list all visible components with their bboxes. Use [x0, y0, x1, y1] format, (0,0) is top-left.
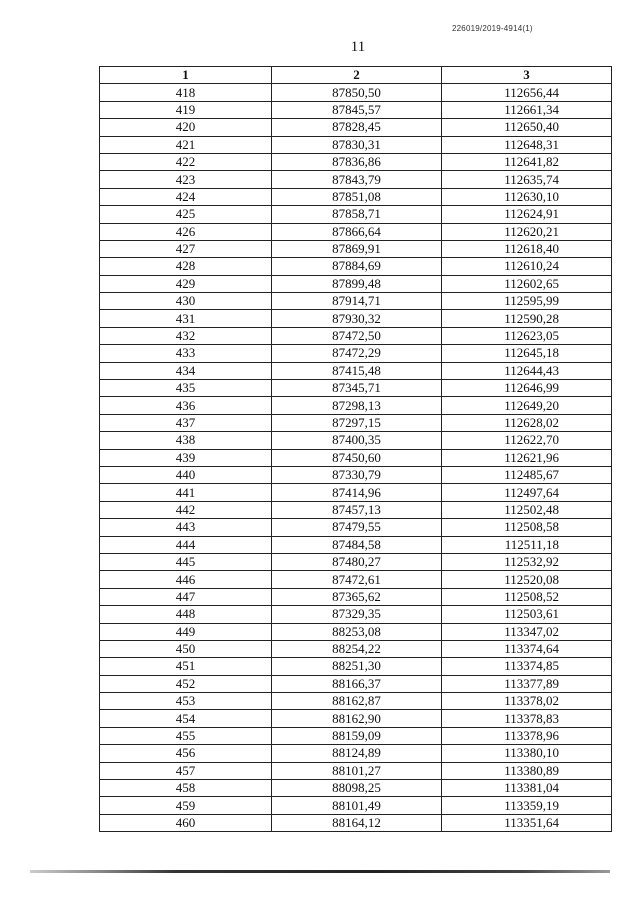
table-row — [100, 310, 612, 327]
x-coordinate-cell: 87297,15 — [272, 414, 442, 431]
y-coordinate-cell: 112618,40 — [442, 240, 612, 257]
table-row — [100, 240, 612, 257]
y-coordinate-cell: 112595,99 — [442, 293, 612, 310]
point-number-cell: 431 — [100, 310, 272, 327]
x-coordinate-cell: 88166,37 — [272, 675, 442, 692]
table-row — [100, 153, 612, 170]
table-row — [100, 484, 612, 501]
x-coordinate-cell: 87400,35 — [272, 432, 442, 449]
point-number-cell: 458 — [100, 780, 272, 797]
y-coordinate-cell: 113347,02 — [442, 623, 612, 640]
column-header-2: 2 — [272, 67, 442, 84]
table-row — [100, 675, 612, 692]
y-coordinate-cell: 112641,82 — [442, 153, 612, 170]
table-row — [100, 693, 612, 710]
table-row — [100, 814, 612, 831]
y-coordinate-cell: 112532,92 — [442, 553, 612, 570]
table-row — [100, 258, 612, 275]
point-number-cell: 455 — [100, 727, 272, 744]
y-coordinate-cell: 112621,96 — [442, 449, 612, 466]
x-coordinate-cell: 87858,71 — [272, 206, 442, 223]
table-row — [100, 658, 612, 675]
table-row — [100, 119, 612, 136]
table-row — [100, 101, 612, 118]
table-row — [100, 327, 612, 344]
y-coordinate-cell: 112620,21 — [442, 223, 612, 240]
x-coordinate-cell: 87828,45 — [272, 119, 442, 136]
table-row — [100, 223, 612, 240]
table-row — [100, 623, 612, 640]
table-row — [100, 275, 612, 292]
x-coordinate-cell: 87869,91 — [272, 240, 442, 257]
x-coordinate-cell: 87930,32 — [272, 310, 442, 327]
y-coordinate-cell: 113378,83 — [442, 710, 612, 727]
x-coordinate-cell: 87899,48 — [272, 275, 442, 292]
point-number-cell: 429 — [100, 275, 272, 292]
point-number-cell: 428 — [100, 258, 272, 275]
x-coordinate-cell: 88101,27 — [272, 762, 442, 779]
y-coordinate-cell: 112508,52 — [442, 588, 612, 605]
table-row — [100, 536, 612, 553]
x-coordinate-cell: 88101,49 — [272, 797, 442, 814]
y-coordinate-cell: 112646,99 — [442, 380, 612, 397]
x-coordinate-cell: 87830,31 — [272, 136, 442, 153]
y-coordinate-cell: 112622,70 — [442, 432, 612, 449]
table-row — [100, 188, 612, 205]
y-coordinate-cell: 112656,44 — [442, 84, 612, 101]
point-number-cell: 453 — [100, 693, 272, 710]
point-number-cell: 424 — [100, 188, 272, 205]
x-coordinate-cell: 88124,89 — [272, 745, 442, 762]
x-coordinate-cell: 87851,08 — [272, 188, 442, 205]
point-number-cell: 430 — [100, 293, 272, 310]
table-row — [100, 449, 612, 466]
x-coordinate-cell: 87365,62 — [272, 588, 442, 605]
x-coordinate-cell: 87479,55 — [272, 519, 442, 536]
point-number-cell: 444 — [100, 536, 272, 553]
point-number-cell: 422 — [100, 153, 272, 170]
point-number-cell: 445 — [100, 553, 272, 570]
table-row — [100, 362, 612, 379]
y-coordinate-cell: 113374,85 — [442, 658, 612, 675]
table-row — [100, 397, 612, 414]
x-coordinate-cell: 87298,13 — [272, 397, 442, 414]
point-number-cell: 427 — [100, 240, 272, 257]
point-number-cell: 436 — [100, 397, 272, 414]
point-number-cell: 451 — [100, 658, 272, 675]
table-row — [100, 293, 612, 310]
y-coordinate-cell: 112485,67 — [442, 466, 612, 483]
x-coordinate-cell: 87414,96 — [272, 484, 442, 501]
table-row — [100, 797, 612, 814]
x-coordinate-cell: 87415,48 — [272, 362, 442, 379]
y-coordinate-cell: 112661,34 — [442, 101, 612, 118]
table-row — [100, 84, 612, 101]
coordinates-table — [99, 66, 612, 832]
y-coordinate-cell: 113381,04 — [442, 780, 612, 797]
point-number-cell: 442 — [100, 501, 272, 518]
x-coordinate-cell: 87480,27 — [272, 553, 442, 570]
y-coordinate-cell: 112508,58 — [442, 519, 612, 536]
x-coordinate-cell: 87450,60 — [272, 449, 442, 466]
table-row — [100, 136, 612, 153]
column-header-1: 1 — [100, 67, 272, 84]
point-number-cell: 437 — [100, 414, 272, 431]
y-coordinate-cell: 112630,10 — [442, 188, 612, 205]
table-row — [100, 414, 612, 431]
x-coordinate-cell: 88162,90 — [272, 710, 442, 727]
point-number-cell: 425 — [100, 206, 272, 223]
table-row — [100, 380, 612, 397]
y-coordinate-cell: 112644,43 — [442, 362, 612, 379]
y-coordinate-cell: 113359,19 — [442, 797, 612, 814]
point-number-cell: 452 — [100, 675, 272, 692]
point-number-cell: 420 — [100, 119, 272, 136]
x-coordinate-cell: 87345,71 — [272, 380, 442, 397]
x-coordinate-cell: 87484,58 — [272, 536, 442, 553]
y-coordinate-cell: 113377,89 — [442, 675, 612, 692]
x-coordinate-cell: 87845,57 — [272, 101, 442, 118]
point-number-cell: 443 — [100, 519, 272, 536]
y-coordinate-cell: 112502,48 — [442, 501, 612, 518]
table-row — [100, 501, 612, 518]
y-coordinate-cell: 112624,91 — [442, 206, 612, 223]
table-body — [100, 84, 612, 832]
x-coordinate-cell: 87472,50 — [272, 327, 442, 344]
x-coordinate-cell: 87843,79 — [272, 171, 442, 188]
y-coordinate-cell: 112628,02 — [442, 414, 612, 431]
point-number-cell: 460 — [100, 814, 272, 831]
y-coordinate-cell: 112645,18 — [442, 345, 612, 362]
table-row — [100, 553, 612, 570]
y-coordinate-cell: 113378,96 — [442, 727, 612, 744]
x-coordinate-cell: 87914,71 — [272, 293, 442, 310]
point-number-cell: 454 — [100, 710, 272, 727]
point-number-cell: 434 — [100, 362, 272, 379]
y-coordinate-cell: 112590,28 — [442, 310, 612, 327]
x-coordinate-cell: 87884,69 — [272, 258, 442, 275]
x-coordinate-cell: 87850,50 — [272, 84, 442, 101]
y-coordinate-cell: 112650,40 — [442, 119, 612, 136]
point-number-cell: 457 — [100, 762, 272, 779]
table-row — [100, 762, 612, 779]
y-coordinate-cell: 112649,20 — [442, 397, 612, 414]
point-number-cell: 418 — [100, 84, 272, 101]
x-coordinate-cell: 88251,30 — [272, 658, 442, 675]
table-row — [100, 206, 612, 223]
point-number-cell: 441 — [100, 484, 272, 501]
point-number-cell: 419 — [100, 101, 272, 118]
document-id: 226019/2019-4914(1) — [452, 24, 533, 33]
point-number-cell: 435 — [100, 380, 272, 397]
y-coordinate-cell: 113380,89 — [442, 762, 612, 779]
y-coordinate-cell: 112610,24 — [442, 258, 612, 275]
x-coordinate-cell: 88253,08 — [272, 623, 442, 640]
table-row — [100, 588, 612, 605]
x-coordinate-cell: 88162,87 — [272, 693, 442, 710]
table-row — [100, 727, 612, 744]
point-number-cell: 447 — [100, 588, 272, 605]
point-number-cell: 449 — [100, 623, 272, 640]
x-coordinate-cell: 87330,79 — [272, 466, 442, 483]
y-coordinate-cell: 113380,10 — [442, 745, 612, 762]
x-coordinate-cell: 88159,09 — [272, 727, 442, 744]
point-number-cell: 456 — [100, 745, 272, 762]
y-coordinate-cell: 113378,02 — [442, 693, 612, 710]
point-number-cell: 433 — [100, 345, 272, 362]
table-row — [100, 171, 612, 188]
point-number-cell: 426 — [100, 223, 272, 240]
table-row — [100, 780, 612, 797]
y-coordinate-cell: 112635,74 — [442, 171, 612, 188]
bottom-scan-rule — [30, 870, 610, 873]
y-coordinate-cell: 113374,64 — [442, 640, 612, 657]
table-row — [100, 710, 612, 727]
y-coordinate-cell: 112511,18 — [442, 536, 612, 553]
table-row — [100, 606, 612, 623]
x-coordinate-cell: 87866,64 — [272, 223, 442, 240]
table-row — [100, 640, 612, 657]
y-coordinate-cell: 112503,61 — [442, 606, 612, 623]
x-coordinate-cell: 87472,61 — [272, 571, 442, 588]
y-coordinate-cell: 112520,08 — [442, 571, 612, 588]
point-number-cell: 448 — [100, 606, 272, 623]
x-coordinate-cell: 87472,29 — [272, 345, 442, 362]
x-coordinate-cell: 87836,86 — [272, 153, 442, 170]
point-number-cell: 421 — [100, 136, 272, 153]
column-header-3: 3 — [442, 67, 612, 84]
x-coordinate-cell: 88164,12 — [272, 814, 442, 831]
point-number-cell: 446 — [100, 571, 272, 588]
point-number-cell: 439 — [100, 449, 272, 466]
x-coordinate-cell: 88254,22 — [272, 640, 442, 657]
x-coordinate-cell: 87329,35 — [272, 606, 442, 623]
table-row — [100, 745, 612, 762]
table-row — [100, 345, 612, 362]
point-number-cell: 450 — [100, 640, 272, 657]
y-coordinate-cell: 112623,05 — [442, 327, 612, 344]
table-row — [100, 432, 612, 449]
table-header-row — [100, 67, 612, 84]
point-number-cell: 438 — [100, 432, 272, 449]
point-number-cell: 459 — [100, 797, 272, 814]
x-coordinate-cell: 88098,25 — [272, 780, 442, 797]
x-coordinate-cell: 87457,13 — [272, 501, 442, 518]
y-coordinate-cell: 112648,31 — [442, 136, 612, 153]
point-number-cell: 432 — [100, 327, 272, 344]
table-row — [100, 519, 612, 536]
y-coordinate-cell: 112602,65 — [442, 275, 612, 292]
point-number-cell: 423 — [100, 171, 272, 188]
y-coordinate-cell: 113351,64 — [442, 814, 612, 831]
table-row — [100, 466, 612, 483]
table-row — [100, 571, 612, 588]
page-number: 11 — [350, 39, 366, 55]
point-number-cell: 440 — [100, 466, 272, 483]
y-coordinate-cell: 112497,64 — [442, 484, 612, 501]
